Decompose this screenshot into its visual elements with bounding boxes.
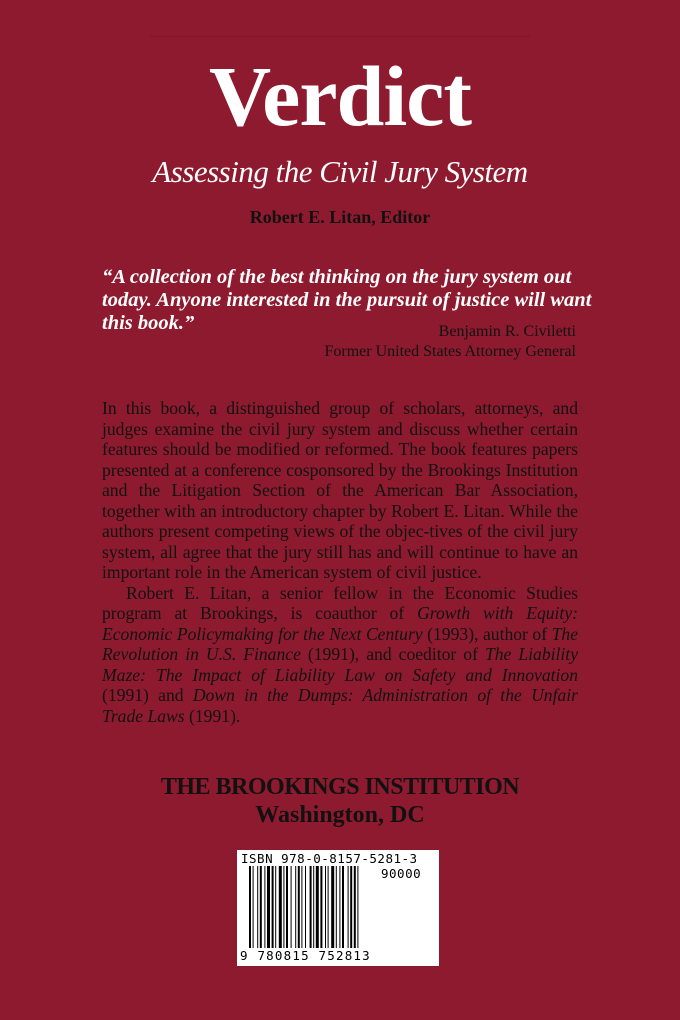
book-subtitle: Assessing the Civil Jury System (152, 154, 528, 189)
book-reference: The Revolution in U.S. Finance (102, 623, 578, 664)
barcode-bar (316, 866, 319, 948)
barcode-bar (331, 866, 334, 948)
barcode-bar (348, 866, 349, 948)
barcode-bar (336, 866, 337, 948)
barcode-bar (253, 866, 254, 948)
barcode-bar (249, 866, 251, 948)
isbn-barcode (237, 850, 439, 966)
barcode-bar (298, 866, 300, 948)
barcode-bar (275, 866, 276, 948)
barcode-bar (354, 866, 356, 948)
bio-text: (1991). (184, 705, 241, 726)
barcode-bar (286, 866, 288, 948)
price-code: 90000 (381, 866, 422, 881)
barcode-bar (272, 866, 274, 948)
book-reference: Growth with Equity: Economic Policymaking for the Next Century (102, 603, 578, 644)
quote-author-title: Former United States Attorney General (324, 343, 576, 360)
bio-text: Robert E. Litan, a senior fellow in the Economic Studies program at Brookings, is coauthor of (102, 582, 578, 623)
book-reference: The Liability Maze: The Impact of Liability Law on Safety and Innovation (102, 644, 579, 685)
barcode-bar (305, 866, 306, 948)
isbn-label: ISBN 978-0-8157-5281-3 (241, 851, 418, 866)
ean-digits: 9 780815 752813 (240, 948, 371, 963)
barcode-bar (295, 866, 296, 948)
barcode-bar (320, 866, 322, 948)
barcode-bar (339, 866, 340, 948)
barcode-bar (328, 866, 329, 948)
barcode-bar (342, 866, 344, 948)
barcode-bar (301, 866, 302, 948)
book-title: Verdict (208, 48, 472, 144)
bio-text: (1993), author of (422, 623, 552, 644)
endorsement-quote: “A collection of the best thinking on the jury system out today. Anyone interested in the pursuit of justice will want this book.” (102, 266, 592, 334)
author-bio-paragraph (102, 583, 578, 727)
barcode-bar (310, 866, 312, 948)
barcode-bar (264, 866, 265, 948)
book-description (102, 398, 578, 726)
barcode-bar (313, 866, 314, 948)
barcode-bar (325, 866, 326, 948)
barcode-bar (350, 866, 352, 948)
book-editor: Robert E. Litan, Editor (249, 207, 431, 227)
book-reference: Down in the Dumps: Administration of the Unfair Trade Laws (102, 685, 578, 726)
quote-attribution (325, 322, 577, 362)
quote-author: Benjamin R. Civiletti (438, 323, 576, 340)
barcode-bar (267, 866, 270, 948)
bio-text: (1991) and (102, 685, 193, 705)
barcode-bar (291, 866, 292, 948)
bio-text: (1991), and coeditor of (300, 644, 485, 664)
barcode-bar (279, 866, 282, 948)
barcode-bar (257, 866, 258, 948)
barcode-bar (283, 866, 284, 948)
barcode-bar (357, 866, 358, 948)
publisher-city: Washington, DC (255, 802, 425, 828)
publisher-name: THE BROOKINGS INSTITUTION (160, 774, 520, 800)
top-rule (150, 36, 530, 37)
description-paragraph: In this book, a distinguished group of scholars, attorneys, and judges examine the civil jury system and discuss whether certain features should be modified or reformed. The book features papers presented at a conference cosponsored by the Brookings Institution and the Litigation Section of the American Bar Association, together with an introductory chapter by Robert E. Litan. While the authors present competing views of the objec-tives of the civil jury system, all agree that the jury still has and will continue to have an important role in the American system of civil justice. (102, 398, 578, 582)
barcode-bar (260, 866, 262, 948)
